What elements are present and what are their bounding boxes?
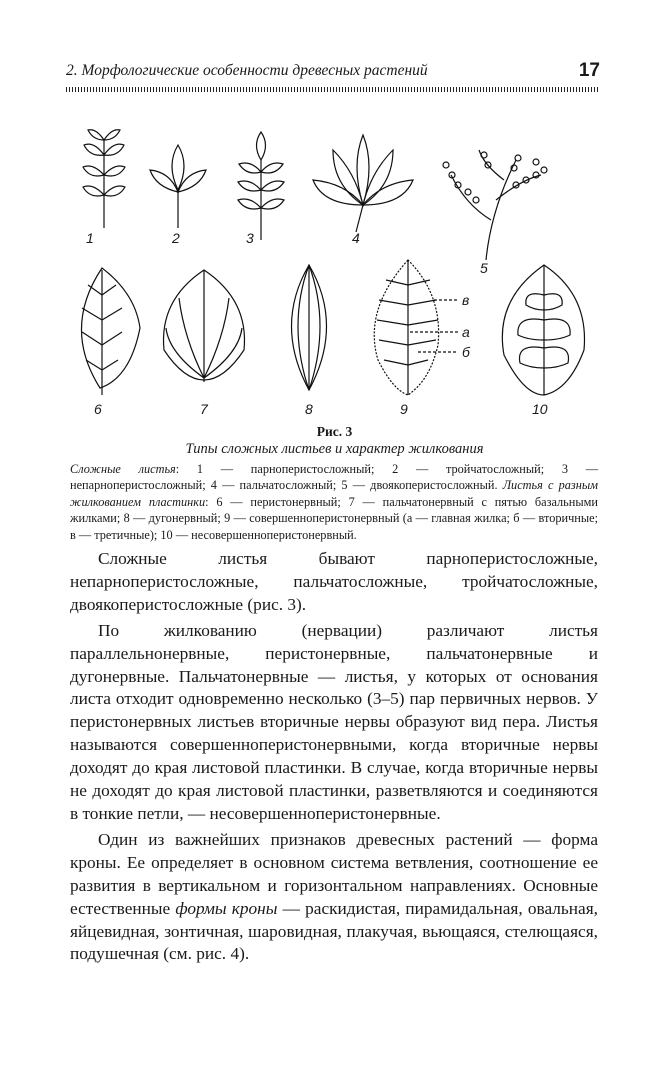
caption-part2-label: Листья с разным жилкованием пластинки [70,478,598,509]
emphasis-text: формы кроны [175,898,278,918]
leaf-trifoliate-illustration [150,145,206,228]
leaf-number: 4 [352,230,360,246]
leaf-number: 2 [172,230,180,246]
body-text [70,548,598,966]
leaf-number: 1 [86,230,94,246]
leaf-number: 3 [246,230,254,246]
vein-label-a: а [462,324,470,340]
caption-part1-label: Сложные листья [70,462,176,476]
leaf-illustrations [66,120,600,420]
leaf-paripinnate-illustration [83,130,125,228]
leaf-palmate-venation-illustration [164,270,245,382]
leaf-number: 10 [532,401,548,417]
page-number: 17 [578,60,600,81]
figure-subtitle: Типы сложных листьев и характер жилкования [185,441,484,457]
leaf-craspedodromous-venation-illustration [374,260,458,395]
paragraph [70,829,598,966]
header-rule [66,87,600,92]
paragraph: Сложные листья бывают парноперистосложные, непарноперистосложные, пальчатосложные, тройчатосложные, двоякоперистосложные (рис. 3). [70,549,598,614]
figure-caption [70,461,598,543]
paragraph-text: Один из важнейших признаков древесных растений — форма кроны. Ее определяет в основном система ветвления, соотношение ее развития в вертикальном и горизонтальном направлениях. Основные естественные [70,829,598,918]
leaf-number: 8 [305,401,313,417]
leaf-number: 6 [94,401,102,417]
chapter-title: 2. Морфологические особенности древесных растений [66,62,428,79]
figure-label: Рис. 3 [316,424,353,439]
leaf-number: 5 [480,260,488,276]
leaf-bipinnate-illustration [443,150,547,260]
caption-part2-text: : 6 — перистонервный; 7 — пальчатонервный с пятью базальными жилками; 8 — дугонервный; 9 — совершенноперистонервный (а — главная жилка; б — вторичные; в — третичные); 10 — несовершенноперистонервный. [70,494,598,542]
leaf-number: 9 [400,401,408,417]
paragraph: По жилкованию (нервации) различают листья параллельнонервные, перистонервные, пальчатонервные и дугонервные. Пальчатонервные — листья, у которых от основания листа отходит одновременно несколько (3–5) пар первичных нервов. У перистонервных листьев вторичные нервы образуют вид пера. Листья называются совершенноперистонервными, когда вторичные нервы доходят до края листовой пластинки. В случае, когда вторичные нервы не доходят до края листовой пластинки, разветвляются и соединяются в тонкие петли, — несовершенноперистонервные. [70,620,598,823]
running-header [66,62,600,88]
leaf-palmate-compound-illustration [313,135,413,232]
vein-label-v: в [462,292,470,308]
leaf-imparipinnate-illustration [238,132,284,240]
paragraph-text: — раскидистая, пирамидальная, овальная, яйцевидная, зонтичная, шаровидная, плакучая, вьющаяся, стелющаяся, подушечная (см. рис. 4). [70,898,598,964]
vein-label-b: б [462,344,470,360]
leaf-number: 7 [200,401,208,417]
leaf-pinnate-venation-illustration [81,268,140,395]
leaf-arcuate-venation-illustration [292,265,327,390]
figure-leaf-types [66,120,600,420]
leaf-brochidodromous-venation-illustration [502,265,584,395]
caption-part1-text: : 1 — парноперистосложный; 2 — тройчатосложный; 3 — непарноперистосложный; 4 — пальчатосложный; 5 — двоякоперистосложный. [70,462,598,493]
